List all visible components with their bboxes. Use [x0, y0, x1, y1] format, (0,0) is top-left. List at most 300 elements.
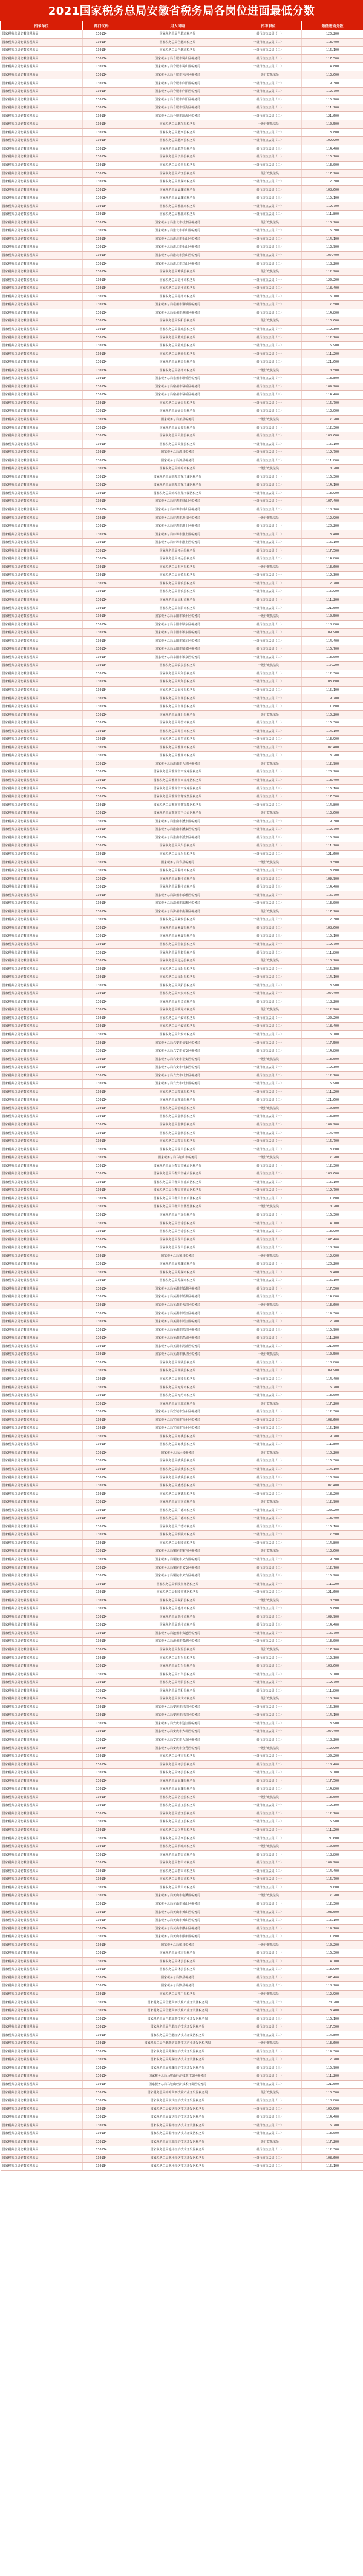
- table-row: [1, 1072, 363, 1080]
- cell-min-score: 115.100: [302, 2163, 363, 2171]
- cell-dept-code: 130134: [83, 866, 120, 875]
- cell-dept-code: 130134: [83, 883, 120, 891]
- table-row: [1, 1818, 363, 1827]
- cell-position: 一级行政执法员（二）: [235, 1441, 302, 1449]
- cell-dept-code: 130134: [83, 1916, 120, 1925]
- cell-position: 一级行政执法员（三）: [235, 1080, 302, 1089]
- cell-min-score: 115.100: [302, 1670, 363, 1679]
- cell-org: 国家税务总局安徽省税务局: [1, 1236, 83, 1244]
- cell-org: 国家税务总局安徽省税务局: [1, 1244, 83, 1252]
- cell-dept-code: 130134: [83, 2163, 120, 2171]
- cell-dept-code: 130134: [83, 989, 120, 998]
- cell-position: 一级行政执法员（二）: [235, 1736, 302, 1744]
- cell-dept-code: 130134: [83, 251, 120, 260]
- cell-min-score: 117.200: [302, 662, 363, 670]
- cell-org: 国家税务总局安徽省税务局: [1, 145, 83, 153]
- table-row: [1, 1990, 363, 1998]
- table-row: [1, 989, 363, 998]
- cell-dept-code: 130134: [83, 54, 120, 63]
- cell-org: 国家税务总局安徽省税务局: [1, 1531, 83, 1540]
- cell-position: 一级行政执法员（一）: [235, 1088, 302, 1096]
- cell-position: 一级行政执法员（二）: [235, 2130, 302, 2138]
- cell-dept-code: 130134: [83, 1227, 120, 1236]
- cell-min-score: 116.300: [302, 1949, 363, 1957]
- cell-min-score: 109.900: [302, 383, 363, 391]
- cell-position: 一级行政执法员（三）: [235, 1621, 302, 1630]
- cell-position: 一级行政执法员（一）: [235, 842, 302, 851]
- cell-dept-code: 130134: [83, 1375, 120, 1383]
- cell-dept-code: 130134: [83, 2064, 120, 2072]
- cell-org: 国家税务总局安徽省税务局: [1, 711, 83, 719]
- cell-bureau: 国家税务总局南陵县税务局: [120, 1367, 235, 1375]
- cell-bureau: 国家税务总局潜山市税务局: [120, 1851, 235, 1859]
- table-row: [1, 1137, 363, 1145]
- cell-min-score: 108.600: [302, 1662, 363, 1670]
- cell-dept-code: 130134: [83, 399, 120, 407]
- cell-bureau: 国家税务总局淮南市田家庵区税务局: [120, 768, 235, 777]
- cell-position: 一级行政执法员（二）: [235, 334, 302, 342]
- cell-min-score: 112.900: [302, 760, 363, 768]
- cell-dept-code: 130134: [83, 2031, 120, 2040]
- cell-min-score: 119.700: [302, 940, 363, 949]
- cell-dept-code: 130134: [83, 1088, 120, 1096]
- cell-bureau: 国家税务总局铜陵市铜官区税务局: [120, 1547, 235, 1556]
- cell-min-score: 114.100: [302, 727, 363, 736]
- table-row: [1, 2105, 363, 2113]
- table-row: [1, 1277, 363, 1285]
- cell-dept-code: 130134: [83, 112, 120, 120]
- cell-dept-code: 130134: [83, 547, 120, 555]
- cell-org: 国家税务总局安徽省税务局: [1, 1555, 83, 1564]
- table-row: [1, 1030, 363, 1039]
- cell-bureau: 国家税务总局固镇县税务局: [120, 588, 235, 596]
- cell-dept-code: 130134: [83, 702, 120, 711]
- cell-bureau: 国家税务总局岳西县税务局: [120, 1834, 235, 1843]
- cell-org: 国家税务总局安徽省税务局: [1, 694, 83, 703]
- table-row: [1, 1474, 363, 1482]
- table-row: [1, 932, 363, 941]
- cell-org: 国家税务总局安徽省税务局: [1, 514, 83, 522]
- cell-org: 国家税务总局安徽省税务局: [1, 235, 83, 243]
- cell-position: 一级行政执法员（一）: [235, 1728, 302, 1736]
- table-row: [1, 1802, 363, 1810]
- cell-org: 国家税务总局安徽省税务局: [1, 572, 83, 580]
- table-row: [1, 1596, 363, 1605]
- cell-position: 一级行政执法员（二）: [235, 2006, 302, 2015]
- cell-position: 一级行政执法员（一）: [235, 1432, 302, 1441]
- table-row: [1, 1547, 363, 1556]
- cell-bureau: 国家税务总局萧县税务局: [120, 415, 235, 424]
- cell-dept-code: 130134: [83, 1023, 120, 1031]
- cell-bureau: 国家税务总局淮北市相山区税务局: [120, 243, 235, 252]
- table-row: [1, 1088, 363, 1096]
- cell-bureau: 国家税务总局芜湖经济技术开发区税务局: [120, 2056, 235, 2064]
- cell-min-score: 113.000: [302, 1638, 363, 1646]
- cell-org: 国家税务总局安徽省税务局: [1, 817, 83, 826]
- table-row: [1, 1039, 363, 1047]
- cell-min-score: 117.500: [302, 792, 363, 801]
- cell-org: 国家税务总局安徽省税务局: [1, 1941, 83, 1949]
- cell-org: 国家税务总局安徽省税务局: [1, 1785, 83, 1794]
- cell-org: 国家税务总局安徽省税务局: [1, 628, 83, 637]
- cell-org: 国家税务总局安徽省税务局: [1, 1301, 83, 1309]
- cell-dept-code: 130134: [83, 621, 120, 629]
- table-row: [1, 1441, 363, 1449]
- table-row: [1, 292, 363, 301]
- cell-bureau: 国家税务总局马鞍山市花山区税务局: [120, 1170, 235, 1179]
- cell-bureau: 国家税务总局潜山市税务局: [120, 1867, 235, 1876]
- table-row: [1, 1400, 363, 1408]
- table-row: [1, 1285, 363, 1293]
- table-row: [1, 2130, 363, 2138]
- cell-min-score: 108.600: [302, 1170, 363, 1179]
- cell-dept-code: 130134: [83, 792, 120, 801]
- cell-bureau: 国家税务总局阜阳市颍泉区税务局: [120, 653, 235, 662]
- cell-dept-code: 130134: [83, 1514, 120, 1523]
- table-row: [1, 1465, 363, 1474]
- cell-position: 一级行政执法员（二）: [235, 63, 302, 71]
- cell-bureau: 国家税务总局怀远县税务局: [120, 555, 235, 564]
- cell-position: 一级行政执法员（三）: [235, 588, 302, 596]
- cell-position: 一级行政执法员（二）: [235, 628, 302, 637]
- cell-position: 一级行政执法员（二）: [235, 801, 302, 809]
- cell-min-score: 112.700: [302, 334, 363, 342]
- cell-min-score: 120.200: [302, 522, 363, 530]
- cell-org: 国家税务总局安徽省税务局: [1, 1859, 83, 1867]
- cell-min-score: 118.400: [302, 1023, 363, 1031]
- cell-dept-code: 130134: [83, 350, 120, 358]
- cell-bureau: 国家税务总局蚌埠市禹会区税务局: [120, 514, 235, 522]
- cell-org: 国家税务总局安徽省税务局: [1, 1990, 83, 1998]
- cell-position: 一级行政执法员（一）: [235, 522, 302, 530]
- cell-bureau: 国家税务总局泾县税务局: [120, 1449, 235, 1457]
- cell-bureau: 国家税务总局淮南市税务局: [120, 752, 235, 760]
- table-row: [1, 1793, 363, 1802]
- cell-position: 一级行政执法员（一）: [235, 768, 302, 777]
- cell-dept-code: 130134: [83, 38, 120, 47]
- cell-min-score: 115.100: [302, 932, 363, 941]
- cell-bureau: 国家税务总局合肥市蜀山区税务局: [120, 63, 235, 71]
- cell-position: 一级行政执法员（二）: [235, 1834, 302, 1843]
- cell-dept-code: 130134: [83, 1752, 120, 1761]
- cell-bureau: 国家税务总局广德市税务局: [120, 1523, 235, 1531]
- table-row: [1, 38, 363, 47]
- cell-position: 一级行政执法员（一）: [235, 227, 302, 236]
- cell-bureau: 国家税务总局六安市金安区税务局: [120, 1039, 235, 1047]
- cell-position: 一级行政执法员（一）: [235, 1777, 302, 1785]
- cell-min-score: 109.900: [302, 1121, 363, 1129]
- cell-position: 一级行政执法员（一）: [235, 1949, 302, 1957]
- column-header-dept-code: 部门代码: [83, 21, 120, 30]
- cell-dept-code: 130134: [83, 415, 120, 424]
- cell-dept-code: 130134: [83, 1851, 120, 1859]
- cell-min-score: 114.100: [302, 973, 363, 981]
- cell-position: 一级行政执法员（一）: [235, 54, 302, 63]
- cell-bureau: 国家税务总局池州市税务局: [120, 1613, 235, 1621]
- cell-position: 一级行政执法员: [235, 1449, 302, 1457]
- cell-bureau: 国家税务总局合肥高新技术产业开发区税务局: [120, 2006, 235, 2015]
- cell-position: 一级行政执法员（三）: [235, 194, 302, 202]
- cell-bureau: 国家税务总局池州市税务局: [120, 1605, 235, 1613]
- cell-min-score: 118.800: [302, 621, 363, 629]
- cell-bureau: 国家税务总局安庆市大观区税务局: [120, 1728, 235, 1736]
- table-row: [1, 1605, 363, 1613]
- table-row: [1, 1638, 363, 1646]
- cell-min-score: 115.100: [302, 440, 363, 449]
- cell-org: 国家税务总局安徽省税务局: [1, 366, 83, 375]
- cell-bureau: 国家税务总局休宁县税务局: [120, 1949, 235, 1957]
- cell-min-score: 112.700: [302, 87, 363, 96]
- table-row: [1, 1252, 363, 1260]
- cell-bureau: 国家税务总局歙县税务局: [120, 1941, 235, 1949]
- table-row: [1, 727, 363, 736]
- cell-dept-code: 130134: [83, 268, 120, 276]
- cell-min-score: 118.800: [302, 866, 363, 875]
- cell-dept-code: 130134: [83, 1645, 120, 1654]
- table-row: [1, 498, 363, 506]
- cell-position: 一级行政执法员（二）: [235, 1932, 302, 1941]
- table-row: [1, 153, 363, 162]
- cell-org: 国家税务总局安徽省税务局: [1, 1851, 83, 1859]
- cell-min-score: 112.700: [302, 579, 363, 588]
- cell-position: 一级行政执法员（一）: [235, 1629, 302, 1638]
- cell-org: 国家税务总局安徽省税务局: [1, 383, 83, 391]
- cell-bureau: 国家税务总局霍邱县税务局: [120, 1088, 235, 1096]
- cell-org: 国家税务总局安徽省税务局: [1, 47, 83, 55]
- cell-bureau: 国家税务总局安庆市迎江区税务局: [120, 1711, 235, 1720]
- cell-position: 一级行政执法员（二）: [235, 137, 302, 145]
- cell-position: 一级行政执法员（一）: [235, 1063, 302, 1072]
- table-row: [1, 1678, 363, 1687]
- table-row: [1, 792, 363, 801]
- cell-org: 国家税务总局安徽省税务局: [1, 1334, 83, 1342]
- cell-min-score: 117.200: [302, 908, 363, 916]
- cell-dept-code: 130134: [83, 2015, 120, 2023]
- cell-position: 一级行政执法员（一）: [235, 1752, 302, 1761]
- cell-min-score: 113.000: [302, 2130, 363, 2138]
- cell-dept-code: 130134: [83, 1859, 120, 1867]
- cell-org: 国家税务总局安徽省税务局: [1, 1966, 83, 1974]
- cell-min-score: 115.900: [302, 1818, 363, 1827]
- cell-dept-code: 130134: [83, 1678, 120, 1687]
- cell-min-score: 113.900: [302, 1474, 363, 1482]
- cell-position: 一级行政执法员（一）: [235, 325, 302, 334]
- cell-min-score: 121.600: [302, 2080, 363, 2089]
- cell-min-score: 119.700: [302, 202, 363, 211]
- table-row: [1, 251, 363, 260]
- cell-org: 国家税务总局安徽省税务局: [1, 1514, 83, 1523]
- cell-org: 国家税务总局安徽省税务局: [1, 1014, 83, 1023]
- cell-min-score: 118.200: [302, 1982, 363, 1991]
- cell-bureau: 国家税务总局芜湖市繁昌区税务局: [120, 1351, 235, 1359]
- cell-org: 国家税务总局安徽省税务局: [1, 2163, 83, 2171]
- cell-org: 国家税务总局安徽省税务局: [1, 1925, 83, 1933]
- cell-dept-code: 130134: [83, 1908, 120, 1917]
- cell-position: 一级行政执法员（一）: [235, 374, 302, 383]
- table-row: [1, 1711, 363, 1720]
- table-row: [1, 1629, 363, 1638]
- cell-bureau: 国家税务总局马鞍山市花山区税务局: [120, 1178, 235, 1187]
- cell-position: 一级行政执法员（二）: [235, 579, 302, 588]
- cell-org: 国家税务总局安徽省税务局: [1, 71, 83, 79]
- table-row: [1, 211, 363, 219]
- cell-position: 一级行政执法员（二）: [235, 1957, 302, 1966]
- cell-bureau: 国家税务总局黄山市黄山区税务局: [120, 1900, 235, 1908]
- table-row: [1, 1761, 363, 1769]
- cell-bureau: 国家税务总局淮南市大通区税务局: [120, 760, 235, 768]
- cell-org: 国家税务总局安徽省税务局: [1, 1678, 83, 1687]
- table-row: [1, 522, 363, 530]
- table-row: [1, 194, 363, 202]
- cell-bureau: 国家税务总局铜陵市税务局: [120, 1539, 235, 1547]
- table-row: [1, 1055, 363, 1064]
- cell-org: 国家税务总局安徽省税务局: [1, 645, 83, 654]
- cell-min-score: 113.600: [302, 317, 363, 326]
- table-row: [1, 1203, 363, 1211]
- cell-min-score: 110.500: [302, 1842, 363, 1851]
- cell-bureau: 国家税务总局合肥经济技术开发区税务局: [120, 2031, 235, 2040]
- table-row: [1, 899, 363, 908]
- cell-bureau: 国家税务总局砀山县税务局: [120, 407, 235, 416]
- cell-bureau: 国家税务总局肥西县税务局: [120, 145, 235, 153]
- cell-dept-code: 130134: [83, 325, 120, 334]
- cell-position: 一级行政执法员: [235, 317, 302, 326]
- cell-dept-code: 130134: [83, 842, 120, 851]
- cell-dept-code: 130134: [83, 104, 120, 112]
- cell-bureau: 国家税务总局安庆市大观区税务局: [120, 1736, 235, 1744]
- cell-min-score: 109.900: [302, 875, 363, 883]
- cell-min-score: 114.800: [302, 555, 363, 564]
- cell-position: 一级行政执法员（一）: [235, 128, 302, 137]
- table-row: [1, 826, 363, 834]
- table-row: [1, 2089, 363, 2097]
- cell-min-score: 112.700: [302, 2056, 363, 2064]
- cell-min-score: 119.700: [302, 694, 363, 703]
- cell-bureau: 国家税务总局芜湖经济技术开发区税务局: [120, 2047, 235, 2056]
- cell-position: 一级行政执法员: [235, 514, 302, 522]
- table-row: [1, 1170, 363, 1179]
- cell-dept-code: 130134: [83, 1391, 120, 1400]
- cell-bureau: 国家税务总局黄山市税务局: [120, 1883, 235, 1892]
- cell-position: 一级行政执法员（二）: [235, 702, 302, 711]
- cell-position: 一级行政执法员: [235, 612, 302, 621]
- cell-dept-code: 130134: [83, 1113, 120, 1121]
- cell-position: 一级行政执法员（二）: [235, 776, 302, 785]
- cell-bureau: 国家税务总局利辛县税务局: [120, 358, 235, 366]
- cell-bureau: 国家税务总局天长市税务局: [120, 998, 235, 1006]
- cell-bureau: 国家税务总局六安市税务局: [120, 1014, 235, 1023]
- cell-position: 一级行政执法员（一）: [235, 1678, 302, 1687]
- cell-min-score: 117.200: [302, 1400, 363, 1408]
- cell-dept-code: 130134: [83, 1211, 120, 1219]
- cell-bureau: 国家税务总局芜湖市弋江区税务局: [120, 1301, 235, 1309]
- table-row: [1, 514, 363, 522]
- table-row: [1, 325, 363, 334]
- cell-dept-code: 130134: [83, 2006, 120, 2015]
- cell-bureau: 国家税务总局合肥高新技术产业开发区税务局: [120, 1998, 235, 2007]
- table-row: [1, 1080, 363, 1089]
- cell-bureau: 国家税务总局黟县税务局: [120, 1982, 235, 1991]
- cell-min-score: 110.500: [302, 120, 363, 129]
- cell-min-score: 120.200: [302, 30, 363, 39]
- cell-position: 一级行政执法员（三）: [235, 1178, 302, 1187]
- cell-min-score: 111.200: [302, 1826, 363, 1834]
- cell-org: 国家税务总局安徽省税务局: [1, 194, 83, 202]
- table-row: [1, 2072, 363, 2081]
- cell-min-score: 115.900: [302, 588, 363, 596]
- cell-org: 国家税务总局安徽省税务局: [1, 1900, 83, 1908]
- table-row: [1, 219, 363, 227]
- cell-min-score: 107.400: [302, 251, 363, 260]
- cell-min-score: 120.200: [302, 1998, 363, 2007]
- cell-bureau: 国家税务总局霍山县税务局: [120, 1145, 235, 1154]
- cell-position: 一级行政执法员（一）: [235, 1285, 302, 1293]
- cell-org: 国家税务总局安徽省税务局: [1, 2154, 83, 2163]
- cell-org: 国家税务总局安徽省税务局: [1, 1424, 83, 1432]
- cell-min-score: 109.900: [302, 628, 363, 637]
- cell-position: 一级行政执法员（一）: [235, 1113, 302, 1121]
- cell-position: 一级行政执法员（二）: [235, 1194, 302, 1203]
- cell-min-score: 118.800: [302, 1851, 363, 1859]
- cell-dept-code: 130134: [83, 1998, 120, 2007]
- cell-position: 一级行政执法员（二）: [235, 407, 302, 416]
- cell-position: 一级行政执法员（二）: [235, 1982, 302, 1991]
- cell-dept-code: 130134: [83, 1654, 120, 1662]
- table-row: [1, 736, 363, 744]
- table-row: [1, 63, 363, 71]
- cell-min-score: 109.900: [302, 1613, 363, 1621]
- cell-org: 国家税务总局安徽省税务局: [1, 1449, 83, 1457]
- cell-min-score: 110.500: [302, 366, 363, 375]
- cell-bureau: 国家税务总局蚌埠市龙子湖区税务局: [120, 473, 235, 481]
- cell-position: 一级行政执法员（二）: [235, 1662, 302, 1670]
- table-row: [1, 284, 363, 292]
- cell-bureau: 国家税务总局芜湖市税务局: [120, 1260, 235, 1269]
- table-row: [1, 776, 363, 785]
- cell-org: 国家税务总局安徽省税务局: [1, 670, 83, 678]
- cell-position: 一级行政执法员（一）: [235, 2121, 302, 2130]
- cell-bureau: 国家税务总局铜陵市税务局: [120, 1531, 235, 1540]
- table-row: [1, 2047, 363, 2056]
- cell-min-score: 118.400: [302, 284, 363, 292]
- cell-min-score: 114.100: [302, 1219, 363, 1228]
- cell-dept-code: 130134: [83, 1252, 120, 1260]
- cell-dept-code: 130134: [83, 128, 120, 137]
- cell-org: 国家税务总局安徽省税务局: [1, 341, 83, 350]
- cell-position: 一级行政执法员（三）: [235, 637, 302, 645]
- cell-org: 国家税务总局安徽省税务局: [1, 2047, 83, 2056]
- cell-bureau: 国家税务总局蚌埠市龙子湖区税务局: [120, 489, 235, 498]
- table-row: [1, 161, 363, 170]
- cell-min-score: 118.200: [302, 1736, 363, 1744]
- cell-dept-code: 130134: [83, 177, 120, 186]
- table-row: [1, 301, 363, 309]
- cell-org: 国家税务总局安徽省税务局: [1, 1187, 83, 1195]
- table-row: [1, 2146, 363, 2155]
- cell-bureau: 国家税务总局全椒县税务局: [120, 940, 235, 949]
- cell-position: 一级行政执法员（一）: [235, 645, 302, 654]
- table-row: [1, 957, 363, 965]
- cell-bureau: 国家税务总局铜陵市义安区税务局: [120, 1555, 235, 1564]
- cell-min-score: 111.200: [302, 350, 363, 358]
- cell-bureau: 国家税务总局马鞍山市雨山区税务局: [120, 1187, 235, 1195]
- cell-min-score: 118.800: [302, 1605, 363, 1613]
- cell-min-score: 114.800: [302, 1785, 363, 1794]
- cell-bureau: 国家税务总局滁州市南谯区税务局: [120, 908, 235, 916]
- cell-bureau: 国家税务总局泗县税务局: [120, 456, 235, 465]
- cell-min-score: 111.800: [302, 456, 363, 465]
- cell-org: 国家税务总局安徽省税务局: [1, 1113, 83, 1121]
